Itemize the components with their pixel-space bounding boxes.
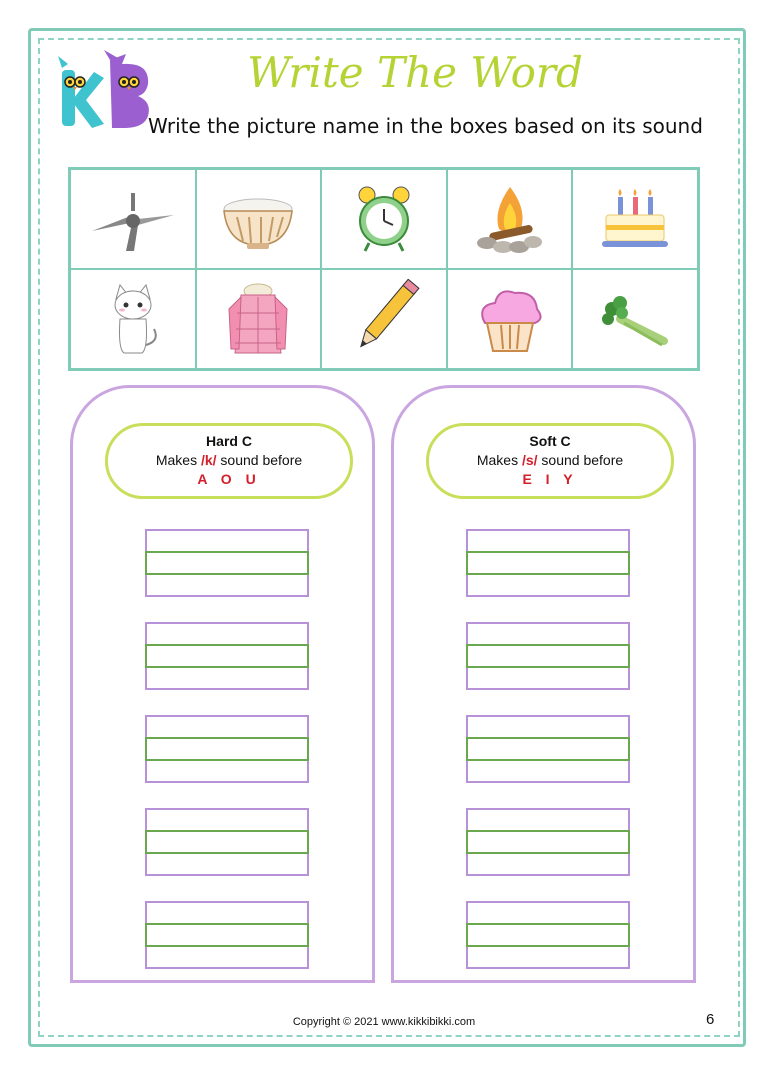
picture-cell	[447, 269, 573, 369]
picture-cell	[447, 169, 573, 269]
rule-letters: E I Y	[522, 471, 578, 487]
word-box-midline	[466, 644, 630, 668]
word-box-midline	[466, 737, 630, 761]
word-box[interactable]	[466, 901, 630, 969]
word-box[interactable]	[466, 622, 630, 690]
soft-c-rule	[426, 423, 674, 499]
rule-sound: /k/	[200, 452, 217, 468]
ceiling-fan-icon	[88, 179, 178, 259]
hard-c-panel	[70, 385, 375, 983]
word-box-midline	[145, 644, 309, 668]
word-box-midline	[145, 830, 309, 854]
copyright-text: Copyright © 2021 www.kikkibikki.com	[292, 1016, 476, 1028]
picture-cell	[572, 169, 698, 269]
hard-c-rule	[105, 423, 353, 499]
rule-title: Hard C	[206, 433, 252, 449]
rule-line	[108, 452, 350, 468]
word-box[interactable]	[466, 808, 630, 876]
word-box-midline	[145, 737, 309, 761]
celery-icon	[590, 279, 680, 359]
cupcake-icon	[465, 279, 555, 359]
rule-sound: /s/	[521, 452, 538, 468]
picture-cell	[321, 269, 447, 369]
soft-c-panel	[391, 385, 696, 983]
rule-letters: A O U	[197, 471, 261, 487]
word-box-midline	[466, 830, 630, 854]
word-box[interactable]	[145, 622, 309, 690]
word-box-midline	[145, 551, 309, 575]
word-box[interactable]	[466, 529, 630, 597]
rule-suffix: sound before	[220, 452, 303, 468]
page-title: Write The Word	[247, 48, 583, 97]
page-number: 6	[706, 1011, 715, 1028]
rule-suffix: sound before	[541, 452, 624, 468]
picture-cell	[196, 269, 322, 369]
word-box[interactable]	[145, 808, 309, 876]
campfire-icon	[465, 179, 555, 259]
instructions: Write the picture name in the boxes based on its sound	[148, 114, 703, 138]
picture-cell	[196, 169, 322, 269]
picture-cell	[70, 169, 196, 269]
picture-cell	[321, 169, 447, 269]
pencil-icon	[339, 279, 429, 359]
rice-bowl-icon	[213, 179, 303, 259]
picture-grid	[68, 167, 700, 371]
rule-line	[429, 452, 671, 468]
picture-cell	[70, 269, 196, 369]
picture-cell	[572, 269, 698, 369]
alarm-clock-icon	[339, 179, 429, 259]
word-box-midline	[466, 551, 630, 575]
rule-prefix: Makes	[476, 452, 519, 468]
kb-logo-icon	[54, 48, 154, 130]
word-box[interactable]	[145, 529, 309, 597]
word-box[interactable]	[145, 901, 309, 969]
rule-title: Soft C	[529, 433, 571, 449]
word-box-midline	[466, 923, 630, 947]
word-box[interactable]	[466, 715, 630, 783]
coat-icon	[213, 279, 303, 359]
birthday-cake-icon	[590, 179, 680, 259]
word-box-midline	[145, 923, 309, 947]
rule-prefix: Makes	[155, 452, 198, 468]
word-box[interactable]	[145, 715, 309, 783]
cat-icon	[88, 279, 178, 359]
